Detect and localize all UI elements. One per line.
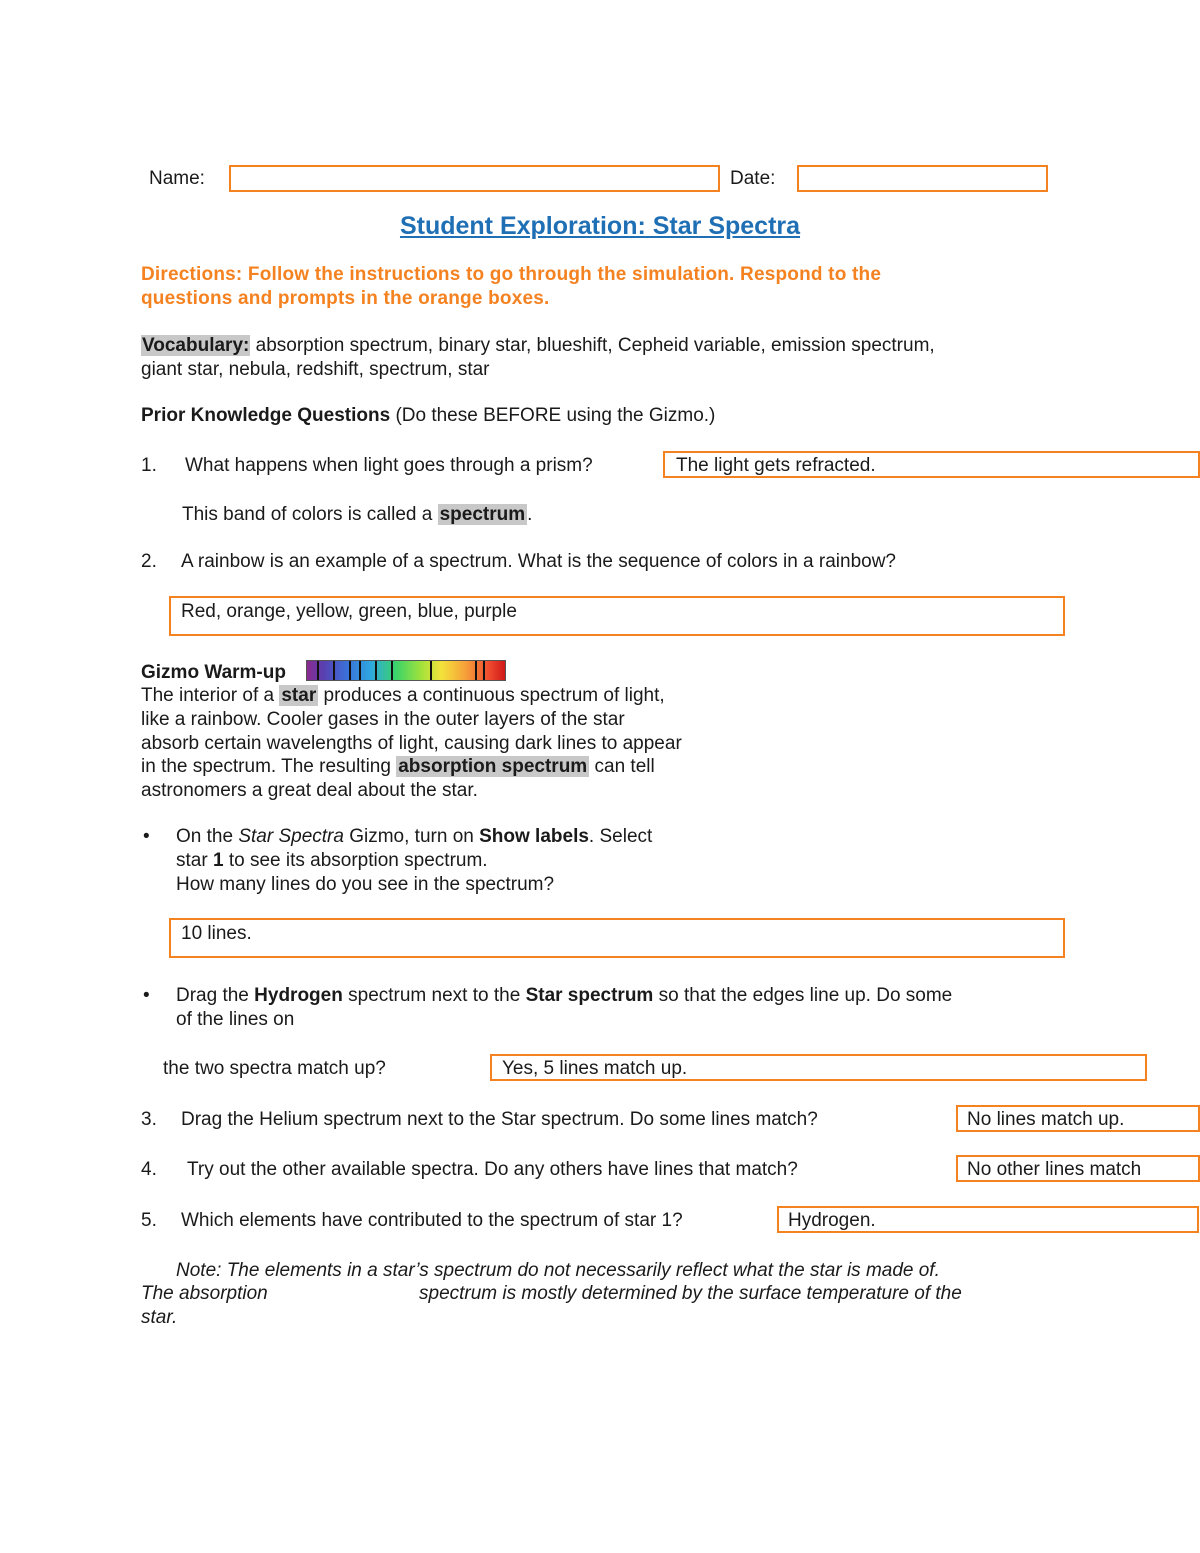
warmup-line-1 <box>141 684 665 707</box>
bullet-icon: • <box>143 826 150 847</box>
q3-answer: No lines match up. <box>967 1109 1125 1130</box>
bullet2-line-3: the two spectra match up? <box>163 1058 386 1079</box>
band-text: This band of colors is called a <box>182 504 433 525</box>
q4-text: Try out the other available spectra. Do any others have lines that match? <box>187 1159 798 1180</box>
q4-number: 4. <box>141 1159 157 1180</box>
name-field[interactable] <box>229 165 720 192</box>
vocabulary-terms-2: giant star, nebula, redshift, spectrum, star <box>141 359 490 380</box>
q2-number: 2. <box>141 551 157 572</box>
q1-answer-box[interactable] <box>663 451 1200 478</box>
star-term: star <box>281 685 317 706</box>
b1-mid: Gizmo, turn on <box>349 826 474 847</box>
warmup-text-1b: produces a continuous spectrum of light, <box>323 685 665 706</box>
b1-italic: Star Spectra <box>238 826 344 847</box>
prior-note: (Do these BEFORE using the Gizmo.) <box>395 405 716 426</box>
b2-bold1: Hydrogen <box>254 985 343 1006</box>
b1-bold: Show labels <box>479 826 589 847</box>
q2-answer: Red, orange, yellow, green, blue, purple <box>181 601 517 622</box>
warmup-text-1: The interior of a <box>141 685 275 706</box>
bullet2-answer-box[interactable] <box>490 1054 1147 1081</box>
q2-answer-box[interactable] <box>169 596 1065 636</box>
warmup-line-5: astronomers a great deal about the star. <box>141 780 478 801</box>
bullet1-answer-box[interactable] <box>169 918 1065 958</box>
absorption-spectrum-term: absorption spectrum <box>398 756 588 777</box>
b2-pre: Drag the <box>176 985 249 1006</box>
note-line-2b: spectrum is mostly determined by the surface temperature of the <box>419 1283 962 1304</box>
bullet1-line-2 <box>176 849 488 872</box>
bullet-icon: • <box>143 985 150 1006</box>
q3-text: Drag the Helium spectrum next to the Star spectrum. Do some lines match? <box>181 1109 818 1130</box>
spectrum-term: spectrum <box>439 504 526 525</box>
q1-text: What happens when light goes through a prism? <box>185 455 593 476</box>
spectrum-definition <box>182 503 532 526</box>
b2-mid: spectrum next to the <box>348 985 521 1006</box>
b1-pre: On the <box>176 826 234 847</box>
note-line-2a: The absorption <box>141 1283 268 1304</box>
warmup-line-4 <box>141 755 655 778</box>
vocabulary-terms-1: absorption spectrum, binary star, blueshift, Cepheid variable, emission spectrum, <box>255 335 935 356</box>
vocabulary-line-1 <box>141 334 935 357</box>
page-title: Student Exploration: Star Spectra <box>399 212 801 240</box>
warmup-line-2: like a rainbow. Cooler gases in the outer layers of the star <box>141 709 625 730</box>
bullet2-line-2: of the lines on <box>176 1009 295 1030</box>
prior-heading: Prior Knowledge Questions <box>141 405 391 426</box>
directions-line-2: questions and prompts in the orange boxes. <box>141 288 550 309</box>
b2-post: so that the edges line up. Do some <box>658 985 953 1006</box>
b2-bold2: Star spectrum <box>525 985 654 1006</box>
warmup-line-3: absorb certain wavelengths of light, causing dark lines to appear <box>141 733 682 754</box>
name-label: Name: <box>149 168 205 189</box>
b1-post: . Select <box>588 826 653 847</box>
q2-text: A rainbow is an example of a spectrum. What is the sequence of colors in a rainbow? <box>181 551 896 572</box>
prior-heading-line <box>141 404 715 427</box>
b1-line2-post: to see its absorption spectrum. <box>228 850 488 871</box>
q3-number: 3. <box>141 1109 157 1130</box>
q5-text: Which elements have contributed to the spectrum of star 1? <box>181 1210 683 1231</box>
q4-answer-box[interactable] <box>956 1155 1200 1182</box>
q3-answer-box[interactable] <box>956 1105 1200 1132</box>
warmup-text-4: in the spectrum. The resulting <box>141 756 391 777</box>
q5-answer-box[interactable] <box>777 1206 1199 1233</box>
q1-number: 1. <box>141 455 157 476</box>
note-line-1: Note: The elements in a star’s spectrum do not necessarily reflect what the star is made of. <box>176 1260 940 1281</box>
q5-number: 5. <box>141 1210 157 1231</box>
bullet1-answer: 10 lines. <box>181 923 252 944</box>
warmup-text-4b: can tell <box>594 756 655 777</box>
warmup-heading: Gizmo Warm-up <box>141 662 286 683</box>
spectrum-image <box>306 660 506 681</box>
band-period: . <box>527 504 533 525</box>
b1-line2-bold: 1 <box>212 850 224 871</box>
bullet2-line-1 <box>176 984 952 1007</box>
note-line-3: star. <box>141 1307 178 1328</box>
date-field[interactable] <box>797 165 1048 192</box>
q4-answer: No other lines match <box>967 1159 1142 1180</box>
q5-answer: Hydrogen. <box>788 1210 876 1231</box>
bullet1-line-1 <box>176 825 652 848</box>
b1-line2-pre: star <box>176 850 208 871</box>
vocabulary-label: Vocabulary: <box>142 335 250 356</box>
directions-line-1: Directions: Follow the instructions to go through the simulation. Respond to the <box>141 264 882 285</box>
q1-answer: The light gets refracted. <box>676 455 876 476</box>
bullet2-answer: Yes, 5 lines match up. <box>502 1058 688 1079</box>
bullet1-line-3: How many lines do you see in the spectrum? <box>176 874 555 895</box>
date-label: Date: <box>730 168 776 189</box>
